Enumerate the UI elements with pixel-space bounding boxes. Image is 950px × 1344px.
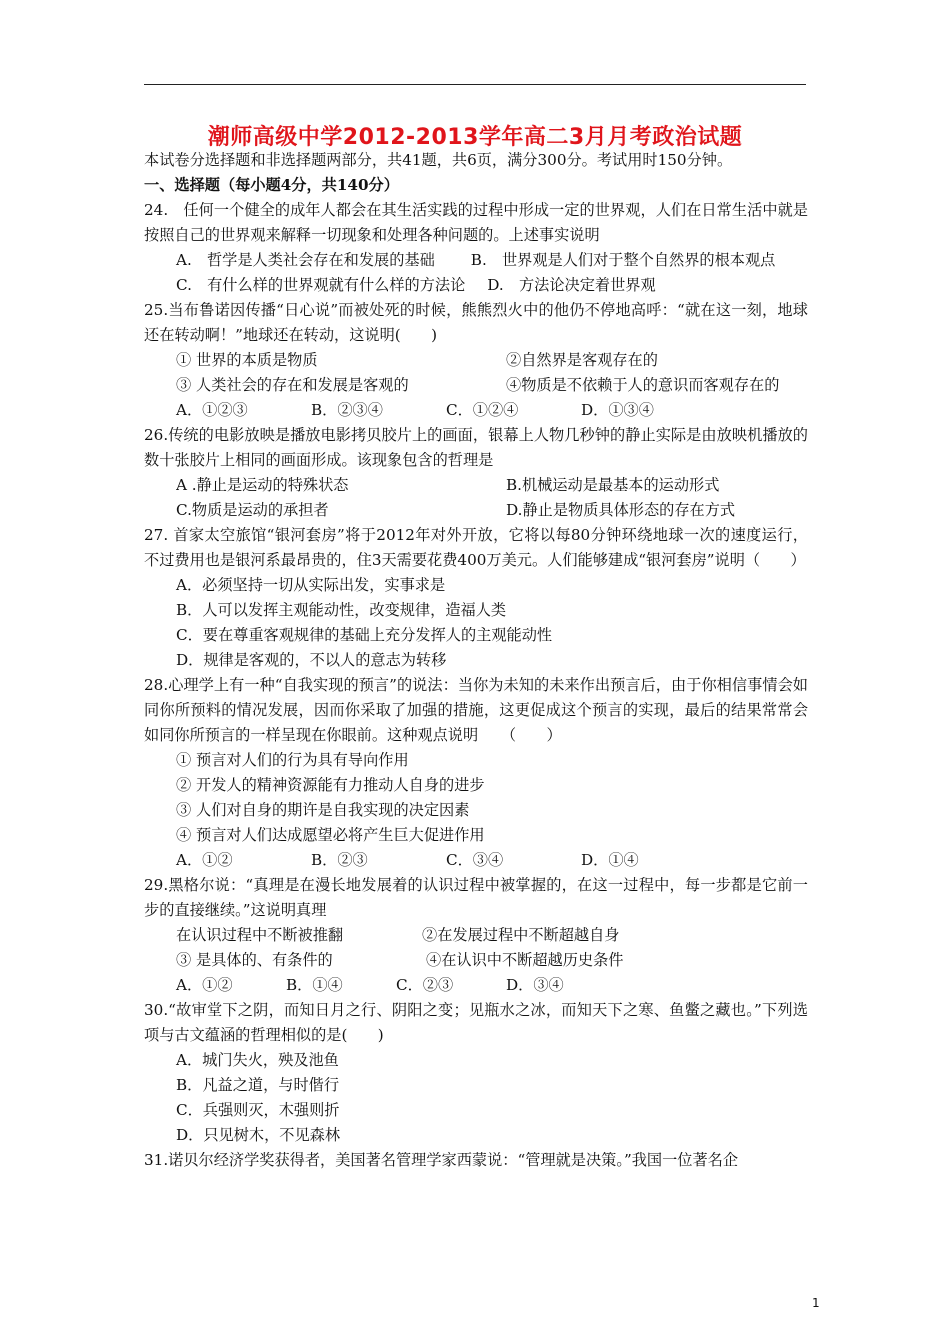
option-c: C. 有什么样的世界观就有什么样的方法论 bbox=[176, 276, 466, 294]
statement-1: ① 世界的本质是物质 bbox=[176, 351, 318, 369]
section-heading: 一、选择题（每小题4分，共140分） bbox=[144, 176, 399, 194]
exam-intro: 本试卷分选择题和非选择题两部分，共41题，共6页，满分300分。考试用时150分钟。 bbox=[144, 151, 733, 169]
option-c: C.物质是运动的承担者 bbox=[176, 501, 329, 519]
question-24-stem: 24. 任何一个健全的成年人都会在其生活实践的过程中形成一定的世界观，人们在日常生活中就是按照自己的世界观来解释一切现象和处理各种问题的。上述事实说明 bbox=[144, 201, 808, 244]
option-a: A．必须坚持一切从实际出发，实事求是 bbox=[176, 576, 446, 594]
option-b: B．②③④ bbox=[311, 401, 383, 419]
statement-2: ②自然界是客观存在的 bbox=[506, 351, 658, 369]
statement-4: ④物质是不依赖于人的意识而客观存在的 bbox=[506, 376, 780, 394]
option-b: B．人可以发挥主观能动性，改变规律，造福人类 bbox=[176, 601, 507, 619]
option-c: C．兵强则灭，木强则折 bbox=[176, 1101, 340, 1119]
option-a: A. 哲学是人类社会存在和发展的基础 bbox=[176, 251, 435, 269]
question-26-options-2 bbox=[144, 498, 808, 523]
option-b: B．凡益之道，与时偕行 bbox=[176, 1076, 340, 1094]
question-27-stem: 27. 首家太空旅馆“银河套房”将于2012年对外开放，它将以每80分钟环绕地球一次的速度运行，不过费用也是银河系最昂贵的，住3天需要花费400万美元。人们能够建成“银河套房”说明（ ） bbox=[144, 526, 808, 569]
option-b: B. 世界观是人们对于整个自然界的根本观点 bbox=[470, 251, 776, 269]
option-c: C．③④ bbox=[446, 851, 504, 869]
option-a: A．①② bbox=[176, 976, 233, 994]
exam-body bbox=[144, 148, 808, 1173]
question-24-option-cd bbox=[144, 273, 808, 298]
statement-1: 在认识过程中不断被推翻 bbox=[176, 926, 344, 944]
option-c: C．要在尊重客观规律的基础上充分发挥人的主观能动性 bbox=[176, 626, 553, 644]
header-rule bbox=[144, 84, 806, 85]
option-b: B．②③ bbox=[311, 851, 368, 869]
option-d: D. 方法论决定着世界观 bbox=[487, 276, 656, 294]
option-c: C．①②④ bbox=[446, 401, 519, 419]
question-25-statements-2 bbox=[144, 373, 808, 398]
question-26-options-1 bbox=[144, 473, 808, 498]
question-25-stem: 25.当布鲁诺因传播“日心说”而被处死的时候，熊熊烈火中的他仍不停地高呼：“就在这一刻，地球还在转动啊！”地球还在转动，这说明( ) bbox=[144, 301, 808, 344]
statement-4: ④在认识中不断超越历史条件 bbox=[426, 951, 624, 969]
question-26-stem: 26.传统的电影放映是播放电影拷贝胶片上的画面，银幕上人物几秒钟的静止实际是由放映机播放的数十张胶片上相同的画面形成。该现象包含的哲理是 bbox=[144, 426, 808, 469]
statement-2: ②在发展过程中不断超越自身 bbox=[422, 926, 620, 944]
question-29-statements-2 bbox=[144, 948, 808, 973]
question-24-option-ab bbox=[144, 248, 808, 273]
question-28-options bbox=[144, 848, 808, 873]
option-b: B．①④ bbox=[286, 976, 343, 994]
question-29-options bbox=[144, 973, 808, 998]
option-d: D．③④ bbox=[506, 976, 564, 994]
statement-3: ③ 人类社会的存在和发展是客观的 bbox=[176, 376, 409, 394]
statement-3: ③ 人们对自身的期许是自我实现的决定因素 bbox=[176, 801, 470, 819]
option-d: D．规律是客观的，不以人的意志为转移 bbox=[176, 651, 447, 669]
option-d: D．①③④ bbox=[581, 401, 654, 419]
option-d: D．①④ bbox=[581, 851, 639, 869]
statement-2: ② 开发人的精神资源能有力推动人自身的进步 bbox=[176, 776, 485, 794]
option-c: C．②③ bbox=[396, 976, 454, 994]
option-b: B.机械运动是最基本的运动形式 bbox=[506, 476, 720, 494]
statement-3: ③ 是具体的、有条件的 bbox=[176, 951, 333, 969]
question-28-stem: 28.心理学上有一种“自我实现的预言”的说法：当你为未知的未来作出预言后，由于你相信事情会如同你所预料的情况发展，因而你采取了加强的措施，这更促成这个预言的实现，最后的结果常常会如同你所预言的一样呈现在你眼前。这种观点说明 （ ） bbox=[144, 676, 808, 744]
question-29-stem: 29.黑格尔说：“真理是在漫长地发展着的认识过程中被掌握的，在这一过程中，每一步都是它前一步的直接继续。”这说明真理 bbox=[144, 876, 808, 919]
question-30-stem: 30.“故审堂下之阴，而知日月之行、阴阳之变；见瓶水之冰，而知天下之寒、鱼鳖之藏也。”下列选项与古文蕴涵的哲理相似的是( ) bbox=[144, 1001, 808, 1044]
option-a: A .静止是运动的特殊状态 bbox=[176, 476, 349, 494]
question-29-statements-1 bbox=[144, 923, 808, 948]
option-d: D．只见树木，不见森林 bbox=[176, 1126, 341, 1144]
option-a: A．①② bbox=[176, 851, 233, 869]
statement-4: ④ 预言对人们达成愿望必将产生巨大促进作用 bbox=[176, 826, 485, 844]
statement-1: ① 预言对人们的行为具有导向作用 bbox=[176, 751, 409, 769]
option-a: A．①②③ bbox=[176, 401, 248, 419]
exam-title: 潮师高级中学2012-2013学年高二3月月考政治试题 bbox=[207, 125, 743, 150]
question-25-options bbox=[144, 398, 808, 423]
page-number: 1 bbox=[812, 1296, 820, 1310]
option-d: D.静止是物质具体形态的存在方式 bbox=[506, 501, 736, 519]
option-a: A．城门失火，殃及池鱼 bbox=[176, 1051, 339, 1069]
question-25-statements-1 bbox=[144, 348, 808, 373]
question-31-stem: 31.诺贝尔经济学奖获得者，美国著名管理学家西蒙说：“管理就是决策。”我国一位著名企 bbox=[144, 1151, 739, 1169]
